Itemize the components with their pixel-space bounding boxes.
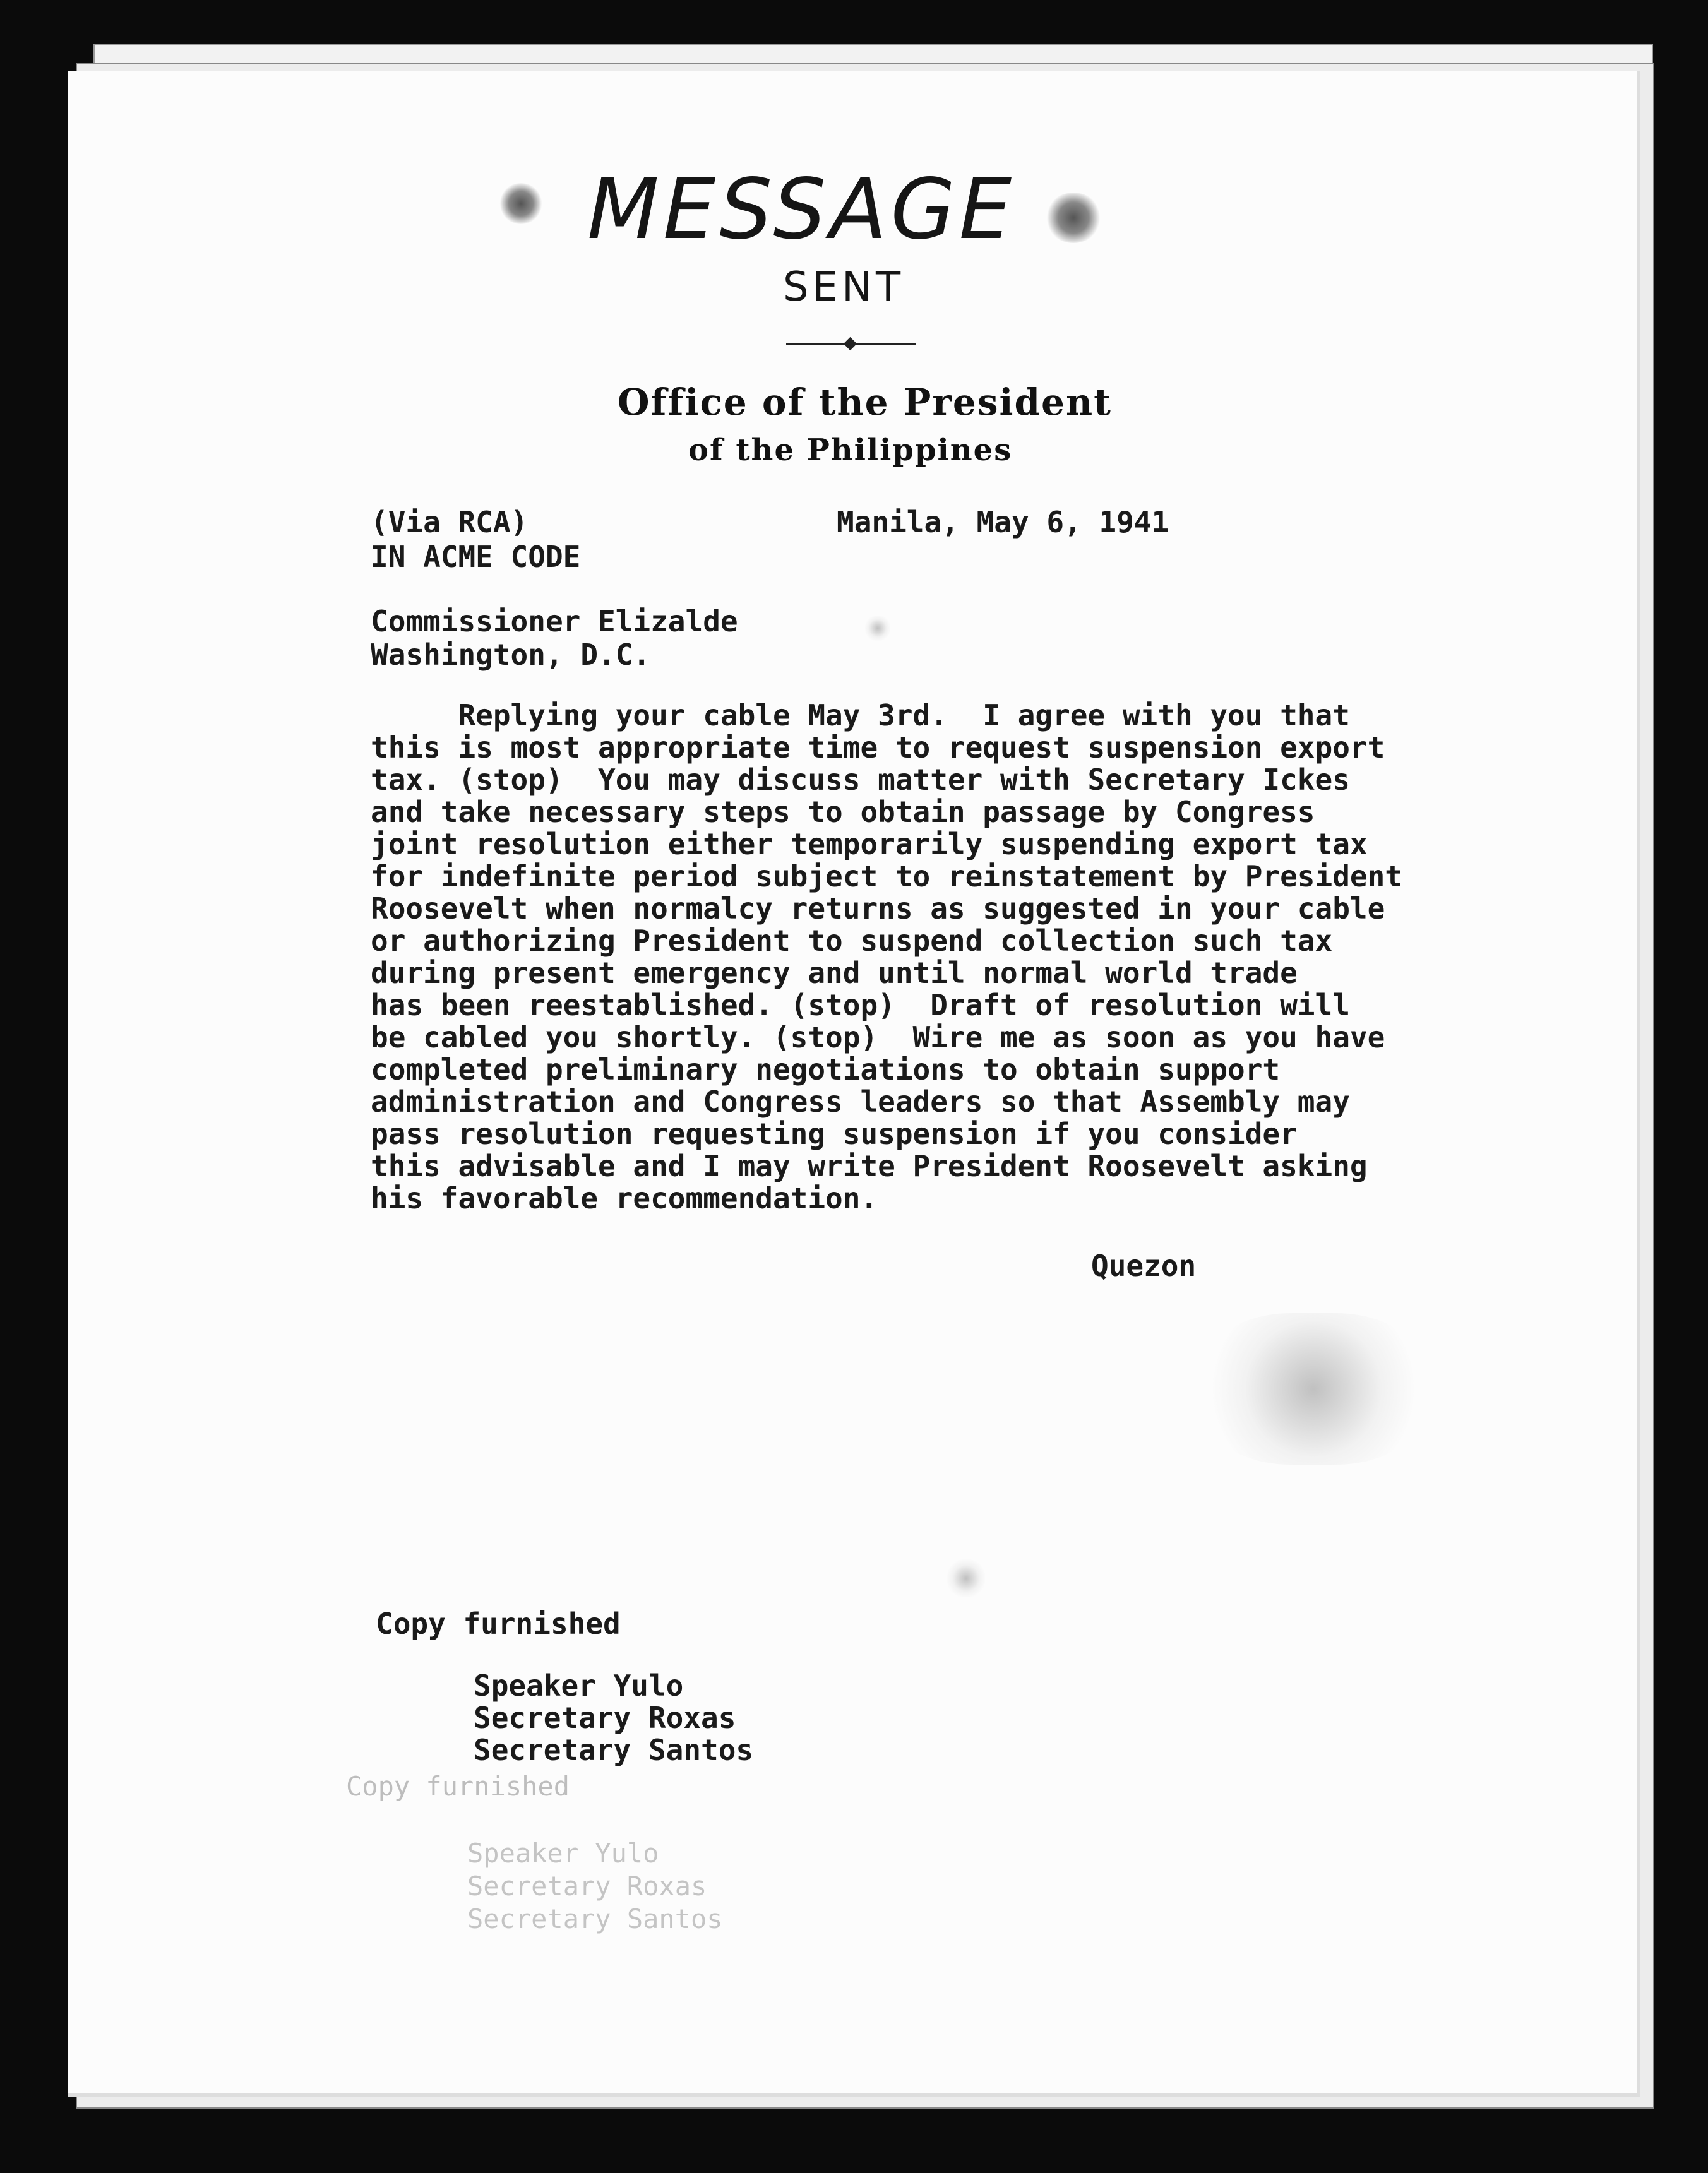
ink-blot [1045,193,1102,243]
body-line: Roosevelt when normalcy returns as suggested in your cable [371,891,1385,926]
body-line: his favorable recommendation. [371,1181,878,1215]
ink-blot [499,183,543,224]
via-line: (Via RCA) [371,505,529,539]
paper-smudge [1200,1313,1427,1465]
paper-smudge [947,1559,985,1597]
body-line: or authorizing President to suspend collection such tax [371,924,1333,958]
sent-subtitle: SENT [783,264,905,311]
copy-recipients [474,1670,753,1766]
addressee-city: Washington, D.C. [371,638,651,672]
code-line: IN ACME CODE [371,540,581,574]
ghost-recipients [467,1837,723,1936]
place-date: Manila, May 6, 1941 [837,505,1169,539]
body-line: and take necessary steps to obtain passage by Congress [371,795,1315,829]
addressee-name: Commissioner Elizalde [371,604,738,638]
office-line-2: of the Philippines [688,432,1013,468]
body-line: has been reestablished. (stop) Draft of resolution will [371,988,1350,1022]
ghost-recipient: Secretary Santos [467,1903,723,1934]
body-line: this is most appropriate time to request suspension export [371,730,1385,765]
body-line: during present emergency and until normal world trade [371,956,1298,990]
body-line: joint resolution either temporarily suspending export tax [371,827,1368,861]
recipient: Secretary Roxas [474,1701,736,1735]
message-body [371,700,1539,1215]
body-line: completed preliminary negotiations to obtain support [371,1052,1281,1086]
body-line: administration and Congress leaders so that Assembly may [371,1085,1350,1119]
office-line-1: Office of the President [618,381,1112,424]
ghost-recipient: Speaker Yulo [467,1838,659,1869]
copy-furnished-label: Copy furnished [376,1607,621,1641]
recipient: Secretary Santos [474,1733,754,1767]
ghost-recipient: Secretary Roxas [467,1871,707,1902]
ghost-copy-label: Copy furnished [346,1771,570,1802]
body-line: for indefinite period subject to reinstatement by President [371,859,1402,893]
body-line: this advisable and I may write President Roosevelt asking [371,1149,1368,1183]
body-line: be cabled you shortly. (stop) Wire me as soon as you have [371,1020,1385,1054]
body-line: tax. (stop) You may discuss matter with Secretary Ickes [371,763,1350,797]
recipient: Speaker Yulo [474,1669,684,1703]
body-line: Replying your cable May 3rd. I agree with you that [371,698,1350,732]
body-line: pass resolution requesting suspension if you consider [371,1117,1298,1151]
paper-smudge [865,616,890,641]
signature: Quezon [1091,1249,1197,1283]
message-title: MESSAGE [587,161,1016,258]
